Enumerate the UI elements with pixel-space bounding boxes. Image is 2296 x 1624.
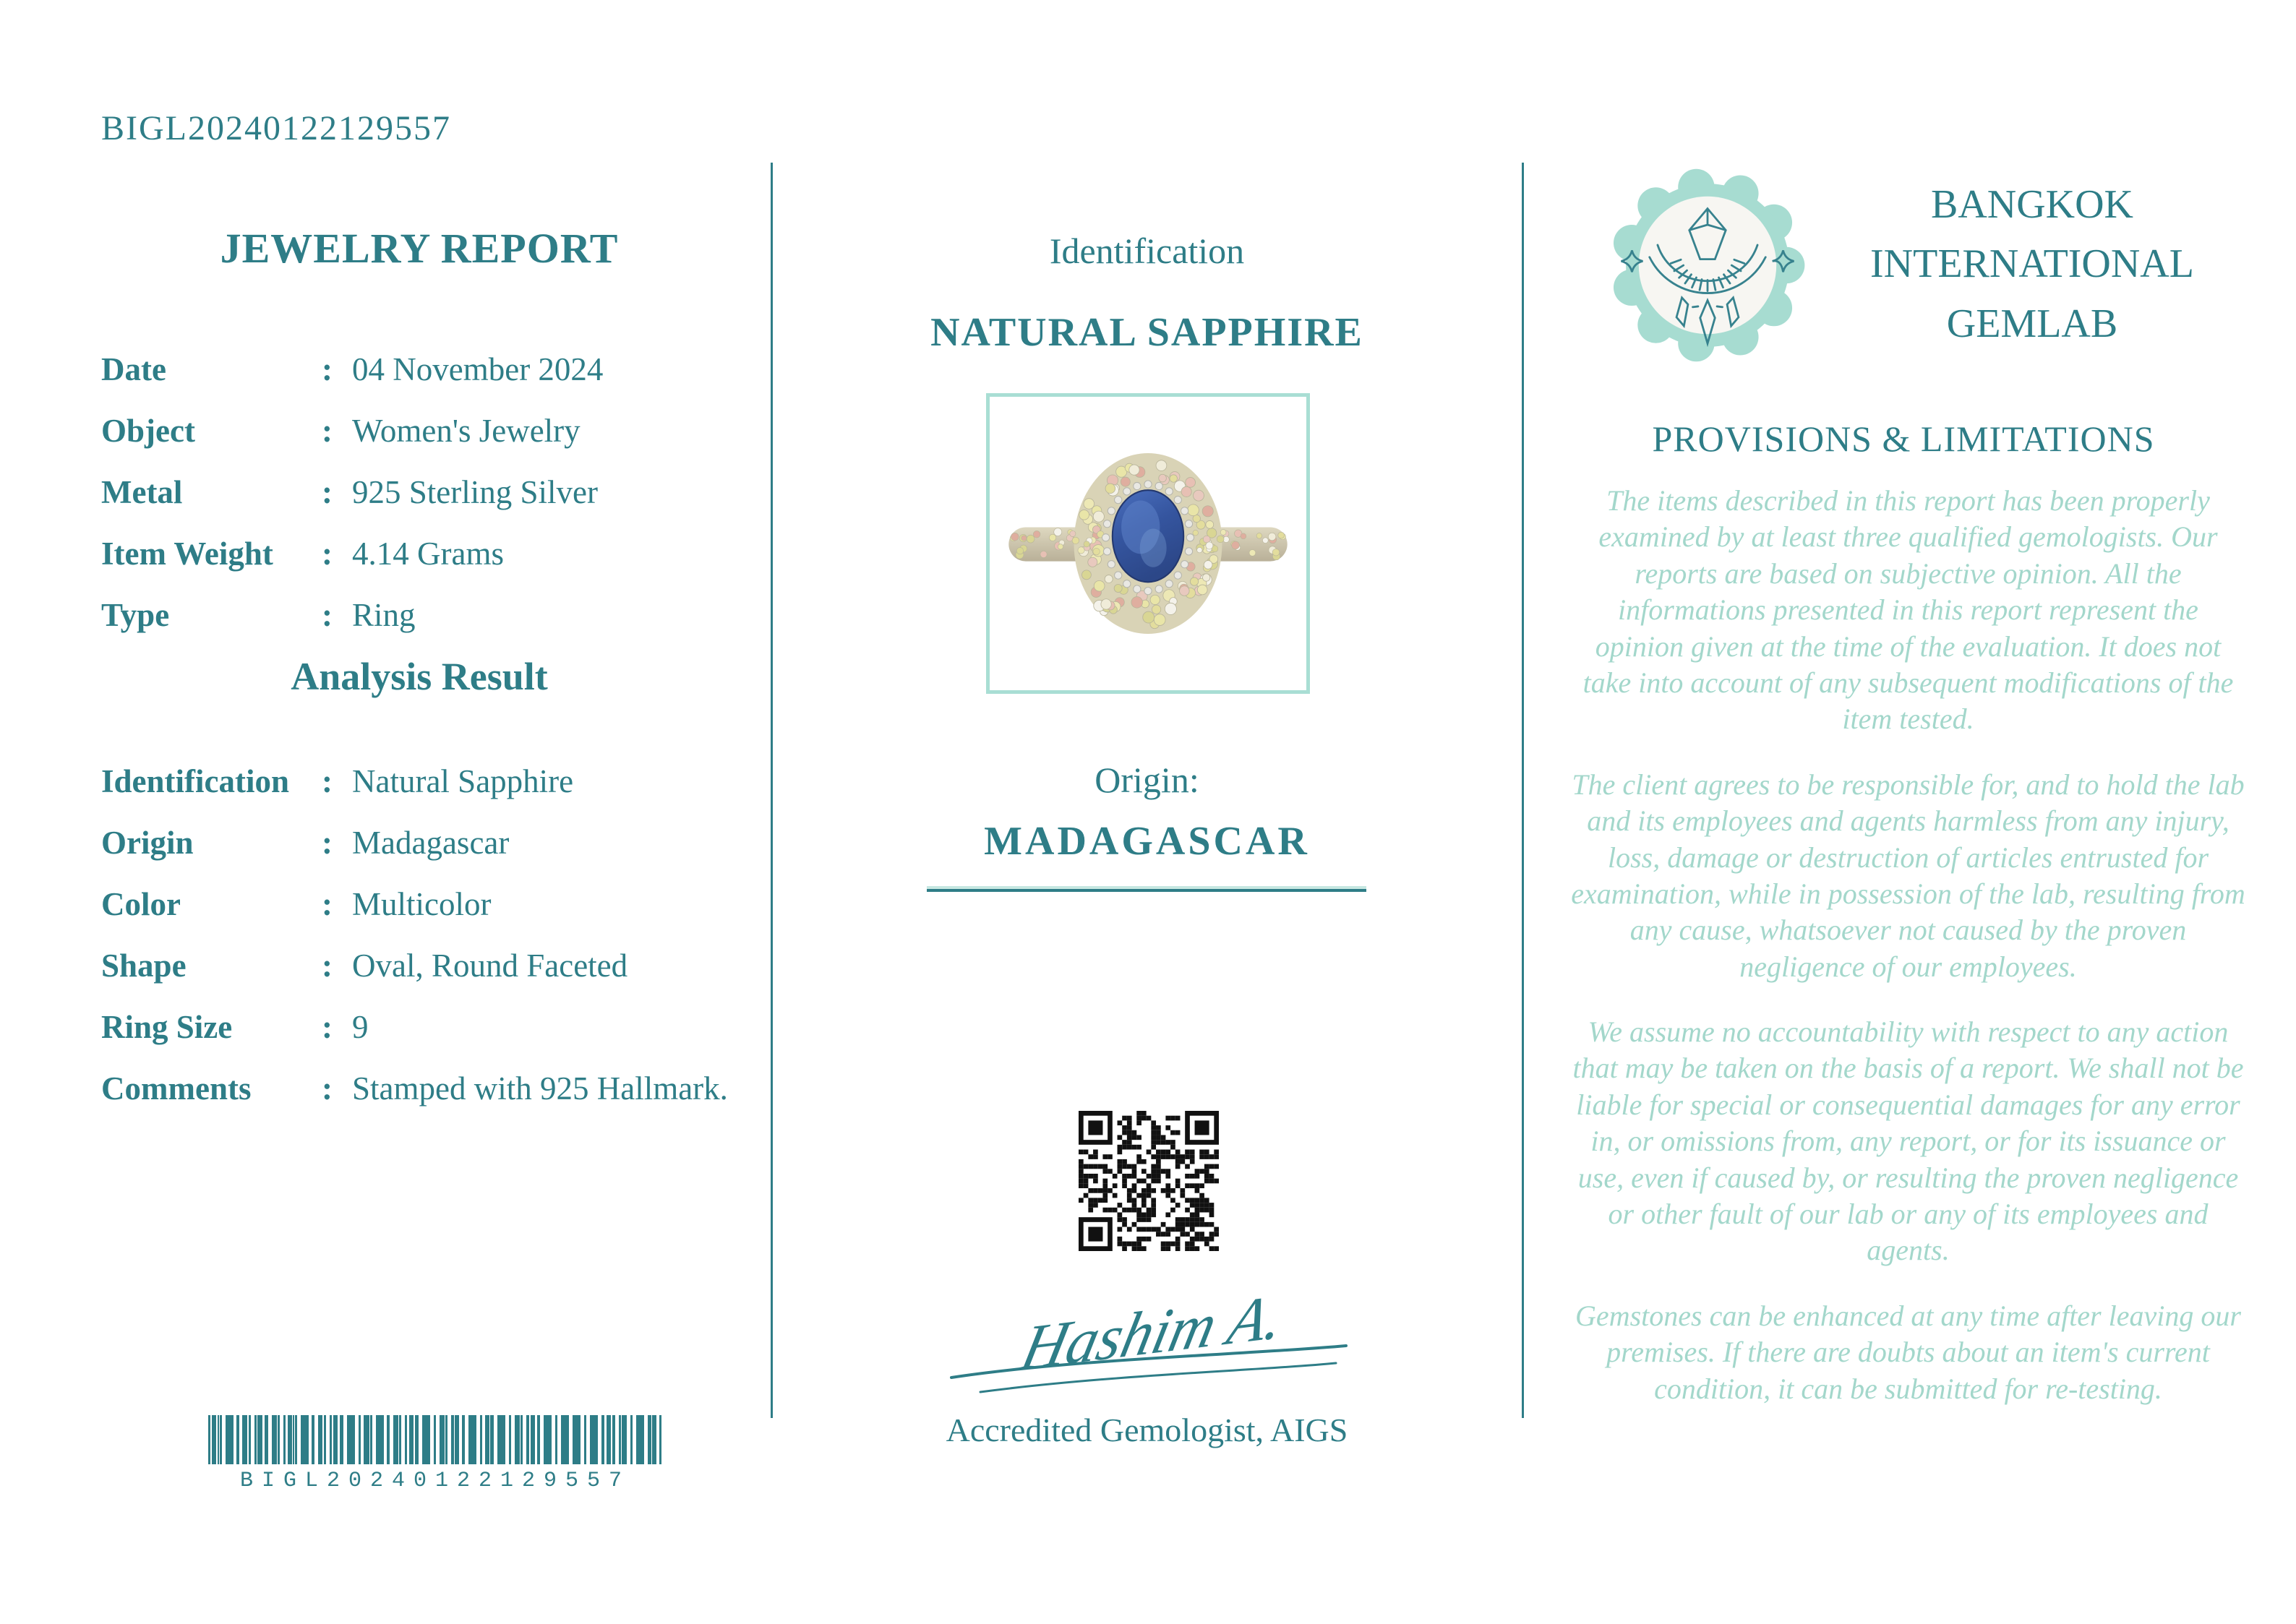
field-row-object [101,412,766,450]
accreditation-line: Accredited Gemologist, AIGS [946,1412,1348,1448]
barcode-text: BIGL20240122129557 [239,1469,631,1493]
gemologist-signature [931,1285,1365,1412]
provisions-paragraphs [1570,483,2246,1436]
field-colon: : [322,825,333,861]
field-label: Shape [101,948,187,984]
field-colon: : [322,948,333,984]
field-value: 925 Sterling Silver [352,474,598,510]
jewelry-photo-frame [986,393,1310,694]
field-row-type [101,596,766,634]
field-colon: : [322,886,333,922]
provisions-paragraph: The items described in this report has been properly examined by at least three qualified gemologists. Our reports are based on subjective opinion. All the informations presented in this report represent the opinion given at the time of the evaluation. It does not take into account of any subsequent modifications of the item tested. [1582,484,2234,736]
field-value: Women's Jewelry [352,413,581,449]
lab-name-line: INTERNATIONAL [1870,241,2194,287]
field-label: Ring Size [101,1009,233,1045]
origin-heading: Origin: [1095,760,1199,800]
field-row-shape [101,947,766,984]
field-colon: : [322,474,333,510]
field-label: Item Weight [101,536,273,572]
field-value: Natural Sapphire [352,763,574,799]
field-label: Identification [101,763,290,799]
signature-name-text: Hashim A. [1014,1285,1291,1385]
field-label: Metal [101,474,183,510]
field-label: Color [101,886,181,922]
field-colon: : [322,413,333,449]
field-value: 4.14 Grams [352,536,504,572]
origin-value: MADAGASCAR [984,819,1310,864]
field-label: Type [101,597,170,633]
identification-value: NATURAL SAPPHIRE [930,310,1363,355]
ring-photo [1000,413,1296,674]
field-label: Date [101,351,166,387]
report-fields [101,351,766,658]
field-row-comments [101,1070,766,1107]
field-value: 9 [352,1009,369,1045]
field-row-identification [101,762,766,800]
provisions-paragraph: We assume no accountability with respect to any action that may be taken on the basis of a report. We shall not be liable for special or consequential damages for any error in, or omissions from, any report, or for its issuance or use, even if caused by, or resulting the proven negligence or other fault of our lab or any of its employees and agents. [1572,1015,2244,1267]
provisions-paragraph: The client agrees to be responsible for, and to hold the lab and its employees and agents harmless from any injury, loss, damage or destruction of articles entrusted for examination, while in possession of the lab, resulting from any cause, whatsoever not caused by the proven negligence of our employees. [1571,768,2245,983]
field-colon: : [322,597,333,633]
field-row-ring-size [101,1008,766,1046]
field-colon: : [322,351,333,387]
identification-heading: Identification [1049,231,1245,271]
field-row-metal [101,473,766,511]
origin-underline [927,889,1366,892]
field-value: Oval, Round Faceted [352,948,628,984]
lab-name [1811,175,2253,353]
field-label: Origin [101,825,194,861]
lab-logo-badge [1606,163,1809,367]
field-row-color [101,885,766,923]
lab-name-line: GEMLAB [1946,301,2118,346]
field-label: Object [101,413,195,449]
field-colon: : [322,1009,333,1045]
analysis-fields [101,762,766,1131]
field-row-item-weight [101,535,766,572]
field-label: Comments [101,1070,252,1107]
provisions-title: PROVISIONS & LIMITATIONS [1652,418,2155,459]
field-value: 04 November 2024 [352,351,604,387]
field-colon: : [322,536,333,572]
report-number: BIGL20240122129557 [101,109,451,147]
column-divider-right [1522,163,1524,1418]
field-value: Ring [352,597,416,633]
barcode [208,1415,662,1464]
field-value: Multicolor [352,886,492,922]
qr-code [1079,1111,1219,1251]
field-value: Madagascar [352,825,510,861]
field-colon: : [322,1070,333,1107]
field-value: Stamped with 925 Hallmark. [352,1070,728,1107]
field-colon: : [322,763,333,799]
provisions-paragraph: Gemstones can be enhanced at any time after leaving our premises. If there are doubts about an item's current condition, it can be submitted for re-testing. [1575,1299,2241,1405]
analysis-result-title: Analysis Result [291,655,548,698]
field-row-date [101,351,766,388]
field-row-origin [101,824,766,862]
lab-name-line: BANGKOK [1931,182,2133,227]
page-title: JEWELRY REPORT [220,225,619,272]
